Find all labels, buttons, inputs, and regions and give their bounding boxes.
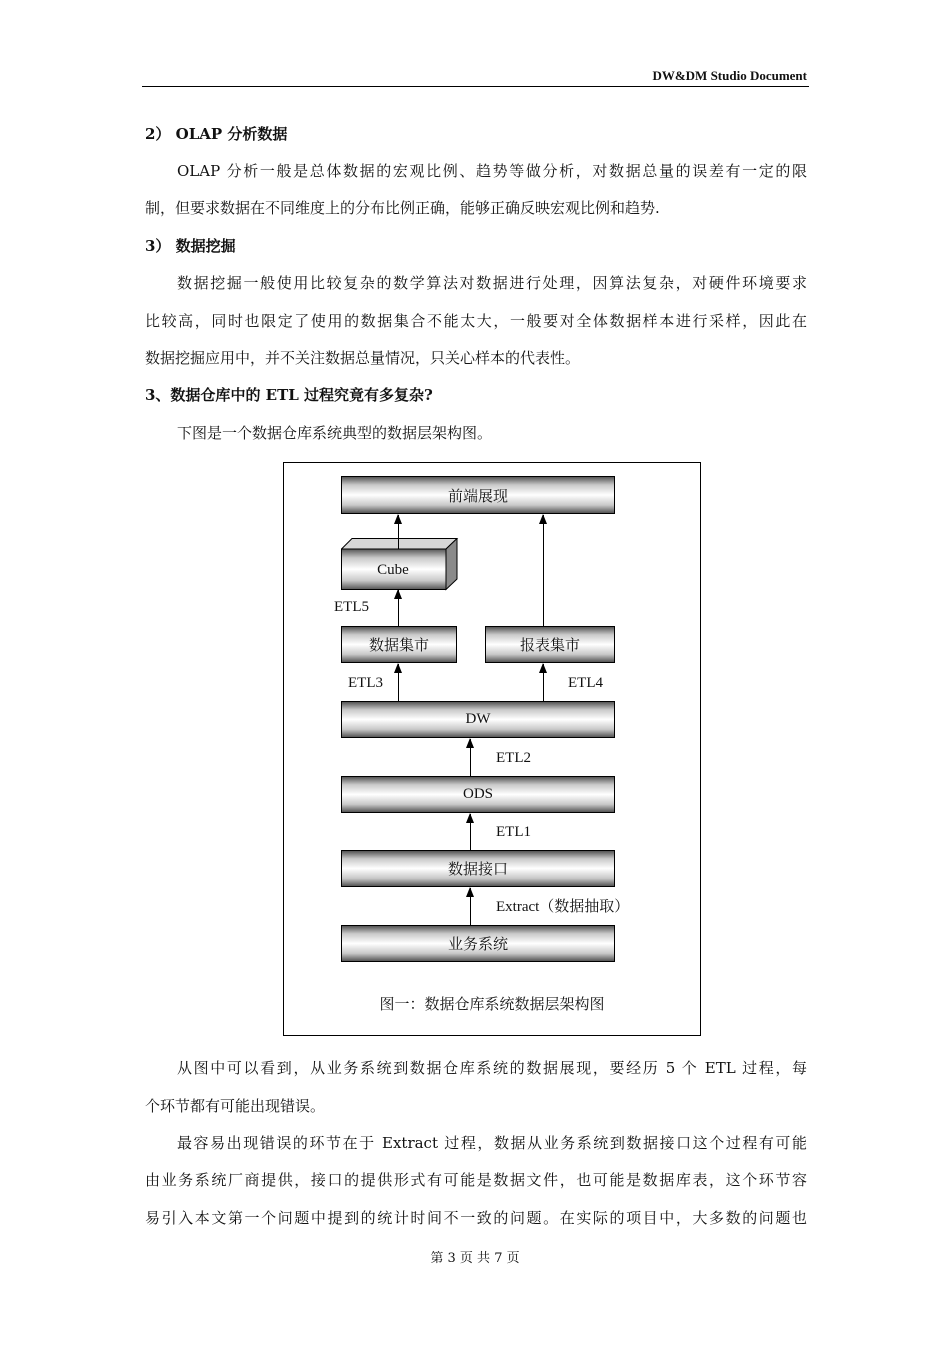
etl3-label: ETL3	[348, 675, 383, 691]
arrow-dw-to-datamart	[398, 664, 399, 701]
ods-box	[341, 776, 615, 813]
datamart-box	[341, 626, 457, 663]
section-olap-heading: 2） OLAP 分析数据	[145, 125, 288, 143]
frontend-box	[341, 476, 615, 514]
etl2-label: ETL2	[496, 750, 531, 766]
arrow-business-to-interface	[470, 888, 471, 925]
document-header-title: DW&DM Studio Document	[652, 68, 807, 83]
olap-paragraph-line-2: 制，但要求数据在不同维度上的分布比例正确，能够正确反映宏观比例和趋势.	[145, 199, 660, 217]
ods-box-label: ODS	[462, 786, 493, 802]
after-para2-line-2: 由业务系统厂商提供，接口的提供形式有可能是数据文件，也可能是数据库表，这个环节容	[145, 1171, 807, 1189]
arrow-datamart-to-cube	[398, 590, 399, 626]
arrow-reportmart-to-frontend	[543, 515, 544, 626]
figure-caption: 图一：数据仓库系统数据层架构图	[379, 995, 605, 1013]
cube-label: Cube	[377, 562, 409, 578]
after-para1-line-2: 个环节都有可能出现错误。	[145, 1097, 326, 1115]
page-footer: 第 3 页 共 7 页	[430, 1251, 520, 1266]
after-para2-line-3: 易引入本文第一个问题中提到的统计时间不一致的问题。在实际的项目中，大多数的问题也	[145, 1209, 807, 1227]
cube-box	[341, 538, 459, 591]
dw-box	[341, 701, 615, 738]
arrow-dw-to-reportmart	[543, 664, 544, 701]
datamart-box-label: 数据集市	[368, 638, 429, 654]
business-system-box-label: 业务系统	[447, 937, 508, 953]
reportmart-box-label: 报表集市	[519, 638, 580, 654]
mining-paragraph-line-3: 数据挖掘应用中，并不关注数据总量情况，只关心样本的代表性。	[145, 349, 581, 367]
arrow-interface-to-ods	[470, 814, 471, 850]
after-para1-line-1: 从图中可以看到，从业务系统到数据仓库系统的数据展现，要经历 5 个 ETL 过程，每	[177, 1059, 807, 1077]
olap-paragraph-line-1: OLAP 分析一般是总体数据的宏观比例、趋势等做分析，对数据总量的误差有一定的限	[177, 162, 807, 180]
dw-box-label: DW	[465, 711, 491, 727]
architecture-figure	[283, 462, 701, 1036]
mining-paragraph-line-2: 比较高，同时也限定了使用的数据集合不能太大，一般要对全体数据样本进行采样，因此在	[145, 312, 807, 330]
interface-box	[341, 850, 615, 887]
reportmart-box	[485, 626, 615, 663]
etl4-label: ETL4	[568, 675, 603, 691]
business-system-box	[341, 925, 615, 962]
interface-box-label: 数据接口	[447, 862, 508, 878]
mining-paragraph-line-1: 数据挖掘一般使用比较复杂的数学算法对数据进行处理，因算法复杂，对硬件环境要求	[177, 274, 807, 292]
after-para2-line-1: 最容易出现错误的环节在于 Extract 过程，数据从业务系统到数据接口这个过程有可能	[177, 1134, 807, 1152]
section-mining-heading: 3） 数据挖掘	[145, 237, 236, 255]
extract-label: Extract（数据抽取）	[496, 899, 630, 915]
arrow-cube-to-frontend	[398, 515, 399, 549]
frontend-box-label: 前端展现	[447, 488, 508, 505]
etl5-label: ETL5	[334, 599, 369, 615]
section-etl-heading: 3、数据仓库中的 ETL 过程究竟有多复杂?	[145, 386, 433, 404]
arrow-ods-to-dw	[470, 739, 471, 776]
etl1-label: ETL1	[496, 824, 531, 840]
header-rule	[142, 86, 809, 87]
etl-intro: 下图是一个数据仓库系统典型的数据层架构图。	[177, 424, 493, 442]
